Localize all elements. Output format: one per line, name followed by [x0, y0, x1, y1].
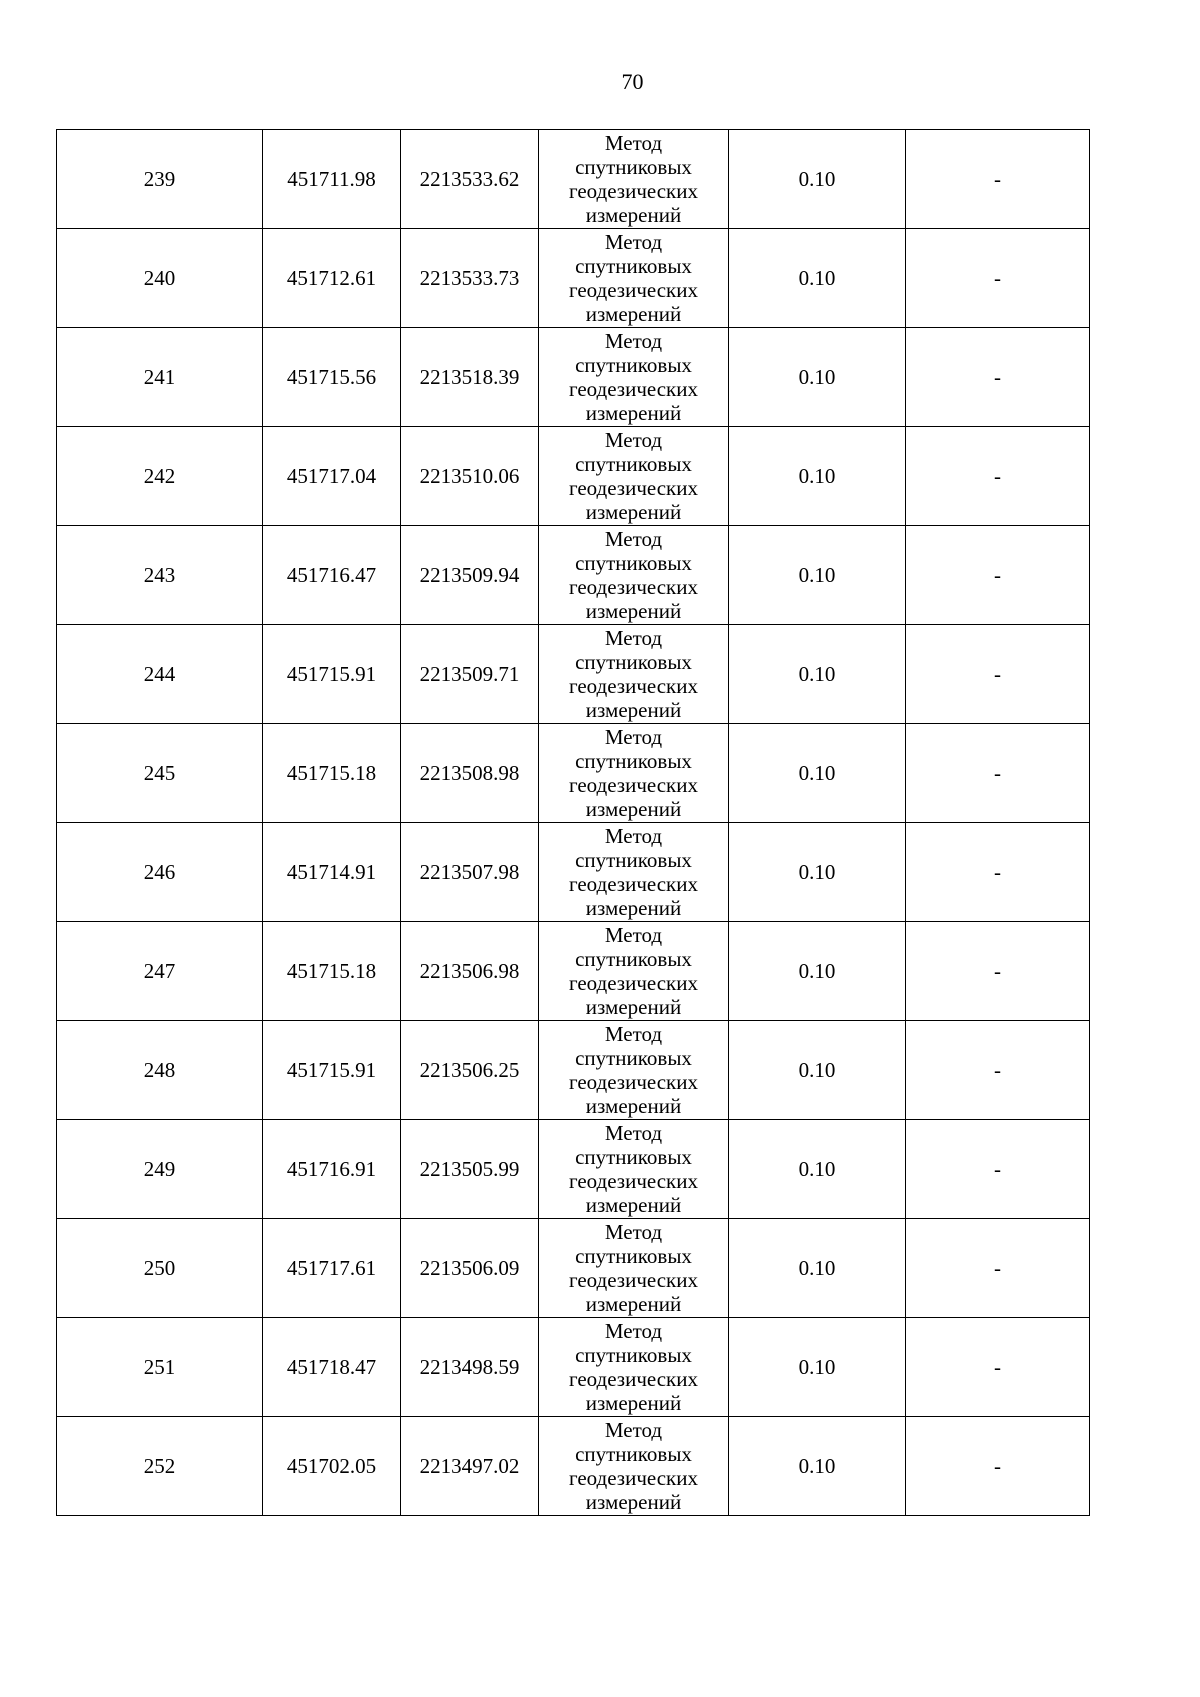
x-coordinate-cell: 451717.61 [263, 1219, 401, 1318]
y-coordinate-cell: 2213497.02 [401, 1417, 539, 1516]
coordinates-table-body [57, 130, 1090, 1516]
y-coordinate-cell: 2213506.25 [401, 1021, 539, 1120]
coordinates-table [56, 129, 1090, 1516]
x-coordinate-cell: 451717.04 [263, 427, 401, 526]
table-row [57, 1417, 1090, 1516]
table-row [57, 427, 1090, 526]
x-coordinate-cell: 451716.47 [263, 526, 401, 625]
table-row [57, 1021, 1090, 1120]
method-cell: Метод спутниковых геодезических измерений [539, 1219, 729, 1318]
x-coordinate-cell: 451715.91 [263, 1021, 401, 1120]
table-row [57, 1318, 1090, 1417]
accuracy-cell: 0.10 [729, 1219, 906, 1318]
method-cell: Метод спутниковых геодезических измерений [539, 526, 729, 625]
note-cell: - [906, 1219, 1090, 1318]
accuracy-cell: 0.10 [729, 427, 906, 526]
y-coordinate-cell: 2213509.71 [401, 625, 539, 724]
note-cell: - [906, 1120, 1090, 1219]
accuracy-cell: 0.10 [729, 229, 906, 328]
note-cell: - [906, 526, 1090, 625]
point-number-cell: 247 [57, 922, 263, 1021]
point-number-cell: 242 [57, 427, 263, 526]
table-row [57, 1120, 1090, 1219]
point-number-cell: 251 [57, 1318, 263, 1417]
x-coordinate-cell: 451711.98 [263, 130, 401, 229]
y-coordinate-cell: 2213518.39 [401, 328, 539, 427]
table-row [57, 823, 1090, 922]
y-coordinate-cell: 2213510.06 [401, 427, 539, 526]
x-coordinate-cell: 451714.91 [263, 823, 401, 922]
x-coordinate-cell: 451716.91 [263, 1120, 401, 1219]
table-row [57, 724, 1090, 823]
point-number-cell: 249 [57, 1120, 263, 1219]
note-cell: - [906, 724, 1090, 823]
point-number-cell: 240 [57, 229, 263, 328]
y-coordinate-cell: 2213508.98 [401, 724, 539, 823]
point-number-cell: 246 [57, 823, 263, 922]
y-coordinate-cell: 2213533.73 [401, 229, 539, 328]
table-row [57, 1219, 1090, 1318]
accuracy-cell: 0.10 [729, 526, 906, 625]
note-cell: - [906, 823, 1090, 922]
method-cell: Метод спутниковых геодезических измерений [539, 328, 729, 427]
accuracy-cell: 0.10 [729, 724, 906, 823]
point-number-cell: 250 [57, 1219, 263, 1318]
table-row [57, 130, 1090, 229]
point-number-cell: 244 [57, 625, 263, 724]
accuracy-cell: 0.10 [729, 328, 906, 427]
y-coordinate-cell: 2213507.98 [401, 823, 539, 922]
table-row [57, 328, 1090, 427]
accuracy-cell: 0.10 [729, 625, 906, 724]
method-cell: Метод спутниковых геодезических измерений [539, 229, 729, 328]
point-number-cell: 245 [57, 724, 263, 823]
y-coordinate-cell: 2213509.94 [401, 526, 539, 625]
note-cell: - [906, 130, 1090, 229]
point-number-cell: 239 [57, 130, 263, 229]
note-cell: - [906, 625, 1090, 724]
note-cell: - [906, 229, 1090, 328]
method-cell: Метод спутниковых геодезических измерений [539, 427, 729, 526]
accuracy-cell: 0.10 [729, 1318, 906, 1417]
table-row [57, 625, 1090, 724]
table-row [57, 526, 1090, 625]
note-cell: - [906, 328, 1090, 427]
method-cell: Метод спутниковых геодезических измерений [539, 130, 729, 229]
page-number: 70 [621, 69, 644, 94]
point-number-cell: 248 [57, 1021, 263, 1120]
accuracy-cell: 0.10 [729, 1417, 906, 1516]
x-coordinate-cell: 451715.18 [263, 922, 401, 1021]
method-cell: Метод спутниковых геодезических измерений [539, 625, 729, 724]
x-coordinate-cell: 451702.05 [263, 1417, 401, 1516]
y-coordinate-cell: 2213506.09 [401, 1219, 539, 1318]
x-coordinate-cell: 451715.91 [263, 625, 401, 724]
point-number-cell: 241 [57, 328, 263, 427]
x-coordinate-cell: 451715.18 [263, 724, 401, 823]
x-coordinate-cell: 451718.47 [263, 1318, 401, 1417]
method-cell: Метод спутниковых геодезических измерений [539, 1120, 729, 1219]
point-number-cell: 252 [57, 1417, 263, 1516]
y-coordinate-cell: 2213505.99 [401, 1120, 539, 1219]
x-coordinate-cell: 451712.61 [263, 229, 401, 328]
method-cell: Метод спутниковых геодезических измерений [539, 823, 729, 922]
note-cell: - [906, 427, 1090, 526]
method-cell: Метод спутниковых геодезических измерений [539, 1417, 729, 1516]
note-cell: - [906, 922, 1090, 1021]
y-coordinate-cell: 2213506.98 [401, 922, 539, 1021]
method-cell: Метод спутниковых геодезических измерений [539, 1318, 729, 1417]
note-cell: - [906, 1318, 1090, 1417]
accuracy-cell: 0.10 [729, 823, 906, 922]
method-cell: Метод спутниковых геодезических измерений [539, 922, 729, 1021]
note-cell: - [906, 1417, 1090, 1516]
method-cell: Метод спутниковых геодезических измерений [539, 1021, 729, 1120]
y-coordinate-cell: 2213533.62 [401, 130, 539, 229]
table-row [57, 229, 1090, 328]
table-row [57, 922, 1090, 1021]
accuracy-cell: 0.10 [729, 130, 906, 229]
accuracy-cell: 0.10 [729, 1021, 906, 1120]
accuracy-cell: 0.10 [729, 922, 906, 1021]
method-cell: Метод спутниковых геодезических измерений [539, 724, 729, 823]
x-coordinate-cell: 451715.56 [263, 328, 401, 427]
note-cell: - [906, 1021, 1090, 1120]
y-coordinate-cell: 2213498.59 [401, 1318, 539, 1417]
point-number-cell: 243 [57, 526, 263, 625]
accuracy-cell: 0.10 [729, 1120, 906, 1219]
